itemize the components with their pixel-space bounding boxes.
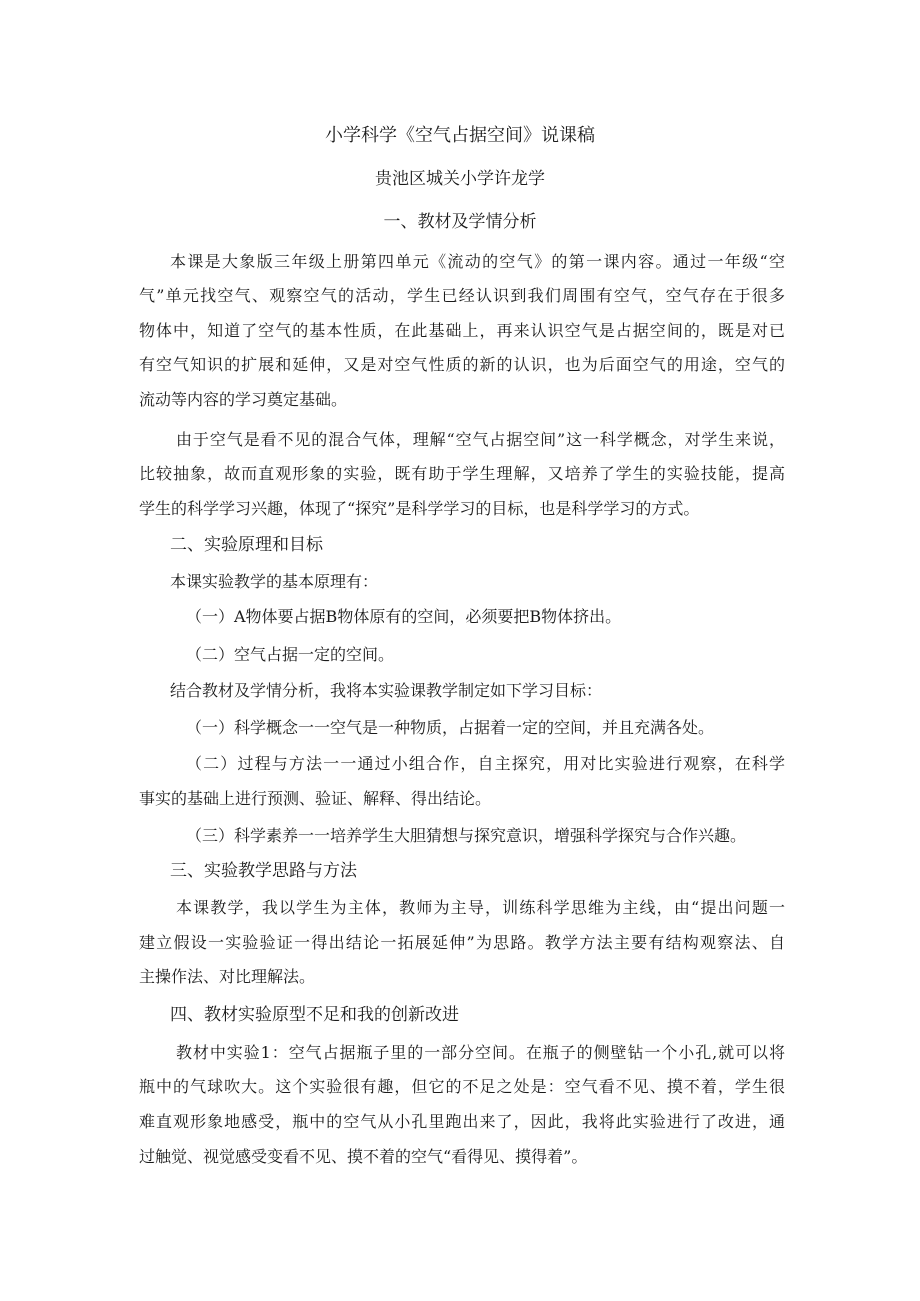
section-2-heading: 二、实验原理和目标 (170, 535, 323, 555)
paragraph-line: 由于空气是看不见的混合气体，理解“空气占据空间”这一科学概念，对学生来说， (176, 430, 785, 449)
paragraph-line: 比较抽象，故而直观形象的实验，既有助于学生理解，又培养了学生的实验技能，提高 (139, 464, 785, 483)
section-3-heading: 三、实验教学思路与方法 (170, 861, 357, 881)
paragraph-line: 瓶中的气球吹大。这个实验很有趣，但它的不足之处是：空气看不见、摸不着，学生很 (139, 1077, 785, 1096)
paragraph-line: 本课教学，我以学生为主体，教师为主导，训练科学思维为主线，由“提出问题一 (176, 898, 785, 917)
paragraph-line: 难直观形象地感受，瓶中的空气从小孔里跑出来了，因此，我将此实验进行了改进，通 (139, 1112, 785, 1131)
section-4-heading: 四、教材实验原型不足和我的创新改进 (170, 1005, 459, 1025)
paragraph-line: 学生的科学学习兴趣，体现了“探究”是科学学习的目标，也是科学学习的方式。 (139, 499, 700, 518)
document-title: 小学科学《空气占据空间》说课稿 (325, 125, 595, 146)
paragraph-line: 教材中实验1：空气占据瓶子里的一部分空间。在瓶子的侧壁钻一个小孔,就可以将 (176, 1043, 785, 1062)
paragraph-line: 事实的基础上进行预测、验证、解释、得出结论。 (139, 789, 492, 808)
paragraph-line: 有空气知识的扩展和延伸，又是对空气性质的新的认识，也为后面空气的用途，空气的 (139, 355, 785, 374)
section-1-heading: 一、教材及学情分析 (383, 212, 537, 232)
author-line: 贵池区城关小学许龙学 (375, 169, 545, 189)
principle-intro: 本课实验教学的基本原理有： (170, 572, 379, 591)
goals-intro: 结合教材及学情分析，我将本实验课教学制定如下学习目标： (170, 681, 603, 700)
paragraph-line: 气”单元找空气、观察空气的活动，学生已经认识到我们周围有空气，空气存在于很多 (139, 286, 785, 305)
principle-item: （一）A物体要占据B物体原有的空间，必须要把B物体挤出。 (186, 607, 622, 626)
goal-item: （一）科学概念一一空气是一种物质，占据着一定的空间，并且充满各处。 (186, 718, 715, 737)
paragraph-line: 过触觉、视觉感受变看不见、摸不着的空气“看得见、摸得着”。 (139, 1147, 588, 1166)
goal-item: （三）科学素养一一培养学生大胆猜想与探究意识，增强科学探究与合作兴趣。 (186, 826, 747, 845)
paragraph-line: 主操作法、对比理解法。 (139, 967, 316, 986)
goal-item: （二）过程与方法一一通过小组合作，自主探究，用对比实验进行观察，在科学 (186, 754, 785, 773)
paragraph-line: 流动等内容的学习奠定基础。 (139, 390, 348, 409)
paragraph-line: 本课是大象版三年级上册第四单元《流动的空气》的第一课内容。通过一年级“空 (170, 252, 785, 271)
paragraph-line: 建立假设一实验验证一得出结论一拓展延伸”为思路。教学方法主要有结构观察法、自 (139, 933, 785, 952)
principle-item: （二）空气占据一定的空间。 (186, 645, 395, 664)
paragraph-line: 物体中，知道了空气的基本性质，在此基础上，再来认识空气是占据空间的，既是对已 (139, 321, 785, 340)
